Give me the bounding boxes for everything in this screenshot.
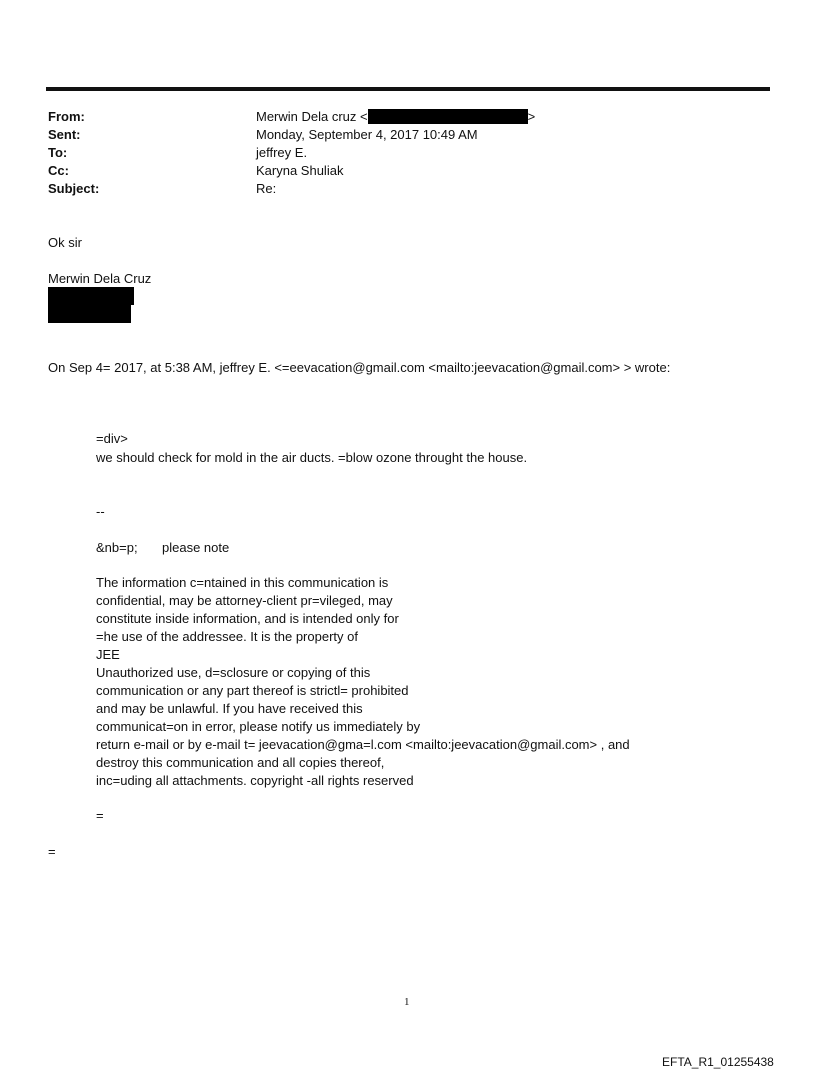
sig-dashes: -- bbox=[96, 504, 105, 519]
div-tag-text: =div> bbox=[96, 431, 128, 446]
page-number: 1 bbox=[404, 996, 410, 1008]
disclaimer-line: communicat=on in error, please notify us immediately by bbox=[96, 719, 421, 734]
eq-inner: = bbox=[96, 808, 104, 823]
from-value bbox=[256, 108, 535, 125]
disclaimer-line: The information c=ntained in this communication is bbox=[96, 575, 389, 590]
redaction-block bbox=[368, 109, 528, 124]
disclaimer-line: return e-mail or by e-mail t= jeevacation@gma=l.com <mailto:jeevacation@gmail.com> , and bbox=[96, 737, 630, 752]
to-value: jeffrey E. bbox=[256, 145, 308, 160]
subject-value: Re: bbox=[256, 181, 277, 196]
reply-text: Ok sir bbox=[48, 235, 82, 250]
header-rule bbox=[46, 87, 770, 91]
nbsp-code: &nb=p; bbox=[96, 540, 138, 555]
sent-value: Monday, September 4, 2017 10:49 AM bbox=[256, 127, 478, 142]
disclaimer-line: confidential, may be attorney-client pr=vileged, may bbox=[96, 593, 393, 608]
redaction-block bbox=[48, 305, 131, 323]
disclaimer-line: JEE bbox=[96, 647, 120, 662]
disclaimer-line: Unauthorized use, d=sclosure or copying of this bbox=[96, 665, 371, 680]
disclaimer-line: communication or any part thereof is strictl= prohibited bbox=[96, 683, 409, 698]
disclaimer-line: inc=uding all attachments. copyright -all rights reserved bbox=[96, 773, 414, 788]
quoted-message: we should check for mold in the air ducts. =blow ozone throught the house. bbox=[96, 450, 528, 465]
to-label: To: bbox=[48, 145, 68, 160]
signature-name: Merwin Dela Cruz bbox=[48, 271, 152, 286]
disclaimer-line: constitute inside information, and is intended only for bbox=[96, 611, 399, 626]
quote-header: On Sep 4= 2017, at 5:38 AM, jeffrey E. <=eevacation@gmail.com <mailto:jeevacation@gmail.com> > wrote: bbox=[48, 360, 671, 375]
eq-outer: = bbox=[48, 844, 56, 859]
sent-label: Sent: bbox=[48, 127, 81, 142]
cc-value: Karyna Shuliak bbox=[256, 163, 344, 178]
from-label: From: bbox=[48, 109, 85, 124]
disclaimer-line: destroy this communication and all copies thereof, bbox=[96, 755, 385, 770]
disclaimer-line: and may be unlawful. If you have received this bbox=[96, 701, 363, 716]
disclaimer-line: =he use of the addressee. It is the property of bbox=[96, 629, 358, 644]
from-name: Merwin Dela cruz < bbox=[256, 109, 368, 124]
please-note: please note bbox=[162, 540, 230, 555]
redaction-block bbox=[48, 287, 134, 305]
from-close: > bbox=[527, 109, 536, 124]
document-id: EFTA_R1_01255438 bbox=[662, 1055, 774, 1069]
cc-label: Cc: bbox=[48, 163, 69, 178]
subject-label: Subject: bbox=[48, 181, 100, 196]
